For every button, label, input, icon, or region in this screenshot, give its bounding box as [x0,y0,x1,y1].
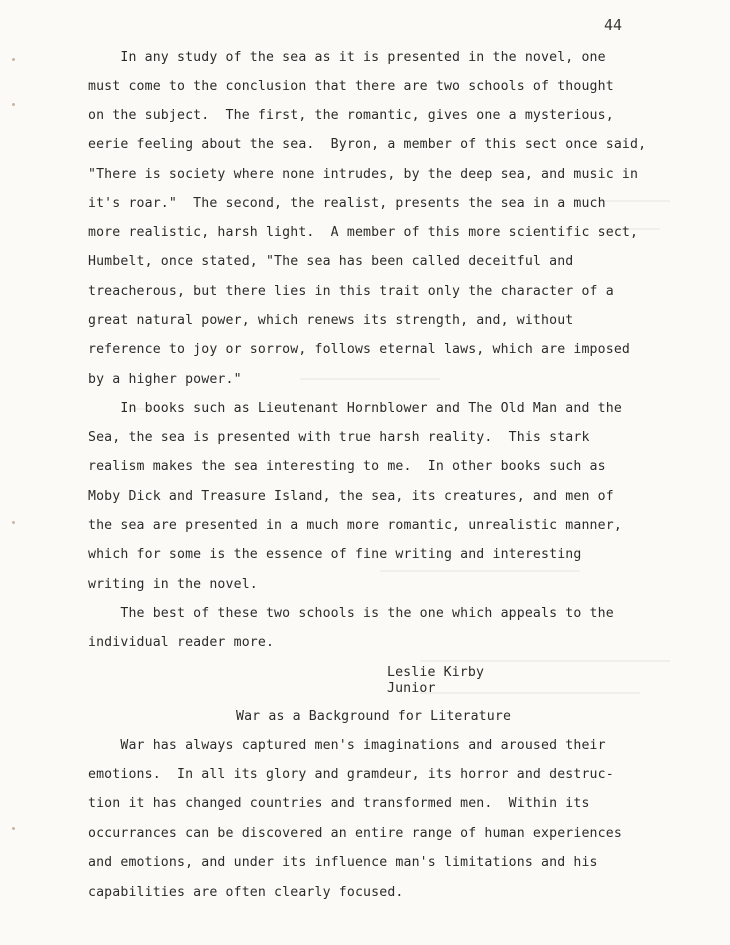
text-line: it's roar." The second, the realist, presents the sea in a much [88,196,606,211]
margin-mark [12,521,15,524]
bleed-through-mark [300,378,440,380]
text-line: In any study of the sea as it is presented in the novel, one [88,50,606,65]
text-line: capabilities are often clearly focused. [88,885,404,900]
text-line: In books such as Lieutenant Hornblower and The Old Man and the [88,401,622,416]
text-line: Moby Dick and Treasure Island, the sea, its creatures, and men of [88,489,614,504]
text-line: occurrances can be discovered an entire range of human experiences [88,826,622,841]
margin-mark [12,58,15,61]
text-line: tion it has changed countries and transformed men. Within its [88,796,590,811]
text-line: Sea, the sea is presented with true harsh reality. This stark [88,430,590,445]
text-line: War has always captured men's imaginations and aroused their [88,738,606,753]
text-line: emotions. In all its glory and gramdeur, its horror and destruc- [88,767,614,782]
text-line: must come to the conclusion that there are two schools of thought [88,79,614,94]
text-line: by a higher power." [88,372,242,387]
margin-mark [12,827,15,830]
bleed-through-mark [420,660,670,662]
text-line: more realistic, harsh light. A member of this more scientific sect, [88,225,639,240]
text-line: reference to joy or sorrow, follows eternal laws, which are imposed [88,342,630,357]
author-grade: Junior [387,681,436,696]
text-line: the sea are presented in a much more romantic, unrealistic manner, [88,518,622,533]
text-line: realism makes the sea interesting to me. In other books such as [88,459,606,474]
text-line: "There is society where none intrudes, by the deep sea, and music in [88,167,639,182]
text-line: which for some is the essence of fine writing and interesting [88,547,582,562]
text-line: individual reader more. [88,635,275,650]
margin-mark [12,103,15,106]
text-line: on the subject. The first, the romantic, gives one a mysterious, [88,108,614,123]
text-line: eerie feeling about the sea. Byron, a member of this sect once said, [88,137,647,152]
bleed-through-mark [380,570,580,572]
text-line: The best of these two schools is the one which appeals to the [88,606,614,621]
text-line: great natural power, which renews its strength, and, without [88,313,574,328]
author-name: Leslie Kirby [387,665,485,680]
bleed-through-mark [600,200,670,202]
bleed-through-mark [420,692,640,694]
text-line: and emotions, and under its influence man's limitations and his [88,855,598,870]
text-line: Humbelt, once stated, "The sea has been called deceitful and [88,254,574,269]
essay-title: War as a Background for Literature [236,709,512,724]
text-line: writing in the novel. [88,577,258,592]
text-line: treacherous, but there lies in this trait only the character of a [88,284,614,299]
page-number: 44 [604,16,623,34]
